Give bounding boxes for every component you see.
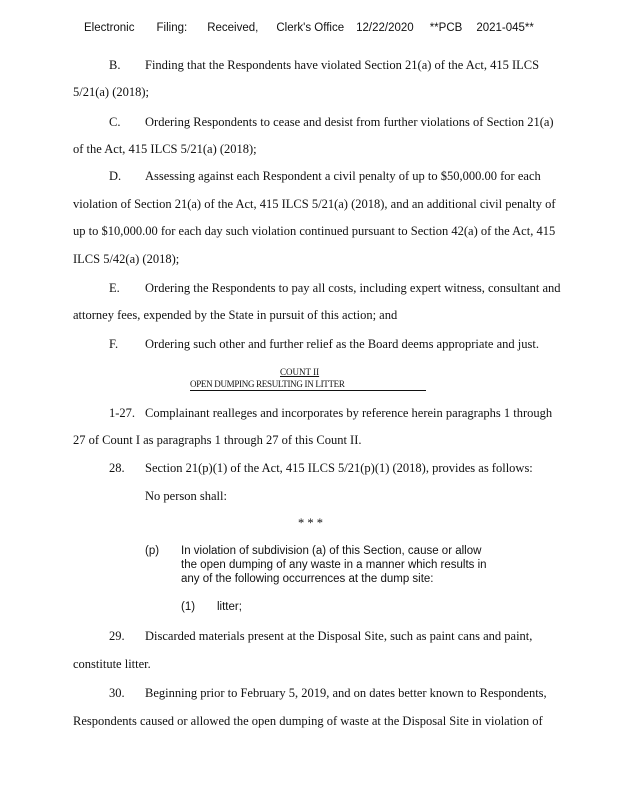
prayer-c-line2: of the Act, 415 ILCS 5/21(a) (2018);: [73, 142, 257, 156]
prayer-d-label: D.: [109, 169, 122, 183]
quote-stars: * * *: [298, 516, 323, 530]
prayer-f-line1: [109, 336, 539, 352]
prayer-e-line1: [109, 280, 561, 296]
paragraph-29-line1: [109, 628, 532, 644]
filing-header: [84, 20, 534, 36]
prayer-c-label: C.: [109, 115, 121, 129]
header-pcb: **PCB: [429, 22, 463, 34]
header-date: 12/22/2020: [356, 22, 414, 34]
quote-sub-line1: In violation of subdivision (a) of this Section, cause or allow: [181, 545, 482, 557]
prayer-d-line4: ILCS 5/42(a) (2018);: [73, 252, 180, 266]
paragraph-28-label: 28.: [109, 461, 125, 475]
count-subtitle: OPEN DUMPING RESULTING IN LITTER: [190, 379, 345, 389]
prayer-b-line1: [109, 57, 539, 73]
paragraph-29-label: 29.: [109, 629, 125, 643]
paragraph-1-27-line2: 27 of Count I as paragraphs 1 through 27 of this Count II.: [73, 433, 362, 447]
paragraph-30-text: Beginning prior to February 5, 2019, and on dates better known to Respondents,: [145, 686, 547, 700]
header-received: Received,: [207, 22, 259, 34]
prayer-d-line2: violation of Section 21(a) of the Act, 415 ILCS 5/21(a) (2018), and an additional civil penalty of: [73, 197, 556, 211]
prayer-c-line1: [109, 114, 554, 130]
header-case-number: 2021-045**: [476, 22, 534, 34]
paragraph-1-27-text: Complainant realleges and incorporates by reference herein paragraphs 1 through: [145, 406, 553, 420]
paragraph-29-text: Discarded materials present at the Disposal Site, such as paint cans and paint,: [145, 629, 533, 643]
prayer-f-text: Ordering such other and further relief as the Board deems appropriate and just.: [145, 337, 539, 351]
quote-item-text: litter;: [217, 601, 242, 613]
header-filing: Filing:: [156, 22, 188, 34]
prayer-d-line3: up to $10,000.00 for each day such violation continued pursuant to Section 42(a) of the Act, 415: [73, 224, 556, 238]
quote-sub-label: (p): [145, 545, 160, 557]
prayer-c-text: Ordering Respondents to cease and desist from further violations of Section 21(a): [145, 115, 554, 129]
prayer-b-line2: 5/21(a) (2018);: [73, 85, 150, 99]
paragraph-29-line2: constitute litter.: [73, 657, 151, 671]
prayer-e-text: Ordering the Respondents to pay all costs, including expert witness, consultant and: [145, 281, 561, 295]
quote-sub-line2: the open dumping of any waste in a manner which results in: [181, 559, 487, 571]
count-title: COUNT II: [280, 367, 320, 377]
prayer-b-text: Finding that the Respondents have violated Section 21(a) of the Act, 415 ILCS: [145, 58, 540, 72]
prayer-e-label: E.: [109, 281, 120, 295]
paragraph-1-27-line1: [109, 405, 552, 421]
paragraph-30-label: 30.: [109, 686, 125, 700]
quote-lead: No person shall:: [145, 489, 227, 503]
quote-sub-line3: any of the following occurrences at the dump site:: [181, 573, 434, 585]
paragraph-28-text: Section 21(p)(1) of the Act, 415 ILCS 5/21(p)(1) (2018), provides as follows:: [145, 461, 533, 475]
prayer-f-label: F.: [109, 337, 119, 351]
paragraph-1-27-label: 1-27.: [109, 406, 136, 420]
header-clerks-office: Clerk's Office: [276, 22, 345, 34]
header-electronic: Electronic: [84, 22, 135, 34]
paragraph-30-line2: Respondents caused or allowed the open dumping of waste at the Disposal Site in violation of: [73, 714, 543, 728]
paragraph-28-line1: [109, 460, 533, 476]
prayer-b-label: B.: [109, 58, 121, 72]
prayer-d-line1: [109, 168, 541, 184]
quote-item-label: (1): [181, 601, 196, 613]
prayer-e-line2: attorney fees, expended by the State in pursuit of this action; and: [73, 308, 398, 322]
count-heading-rule: [190, 390, 426, 391]
prayer-d-text: Assessing against each Respondent a civil penalty of up to $50,000.00 for each: [145, 169, 541, 183]
paragraph-30-line1: [109, 685, 547, 701]
